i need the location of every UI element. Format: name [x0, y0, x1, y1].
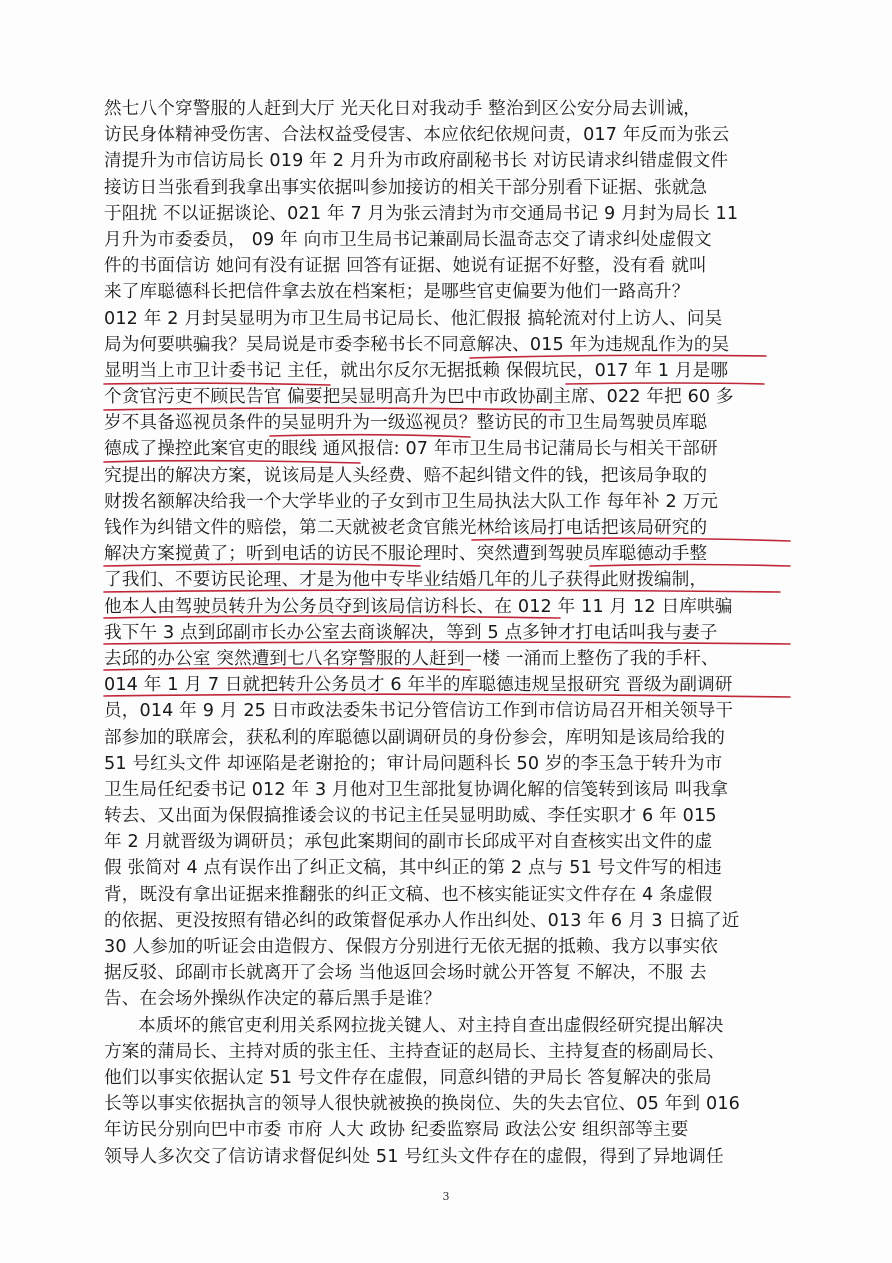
- text-line: 假 张简对 4 点有误作出了纠正文稿，其中纠正的第 2 点与 51 号文件写的相违: [104, 858, 722, 879]
- text-line: 51 号红头文件 却诬陷是老谢抢的；审计局问题科长 50 岁的李玉急于转升为市: [104, 753, 723, 774]
- text-line: 德成了操控此案官吏的眼线 通风报信: 07 年市卫生局书记蒲局长与相关干部研: [104, 439, 718, 460]
- text-line: 年访民分别向巴中市委 市府 人大 政协 纪委监察局 政法公安 组织部等主要: [104, 1120, 689, 1141]
- text-line: 去邱的办公室 突然遭到七八名穿警服的人赶到一楼 一涌而上整伤了我的手杆、: [104, 648, 719, 669]
- text-line: 钱作为纠错文件的赔偿，第二天就被老贪官熊光林给该局打电话把该局研究的: [104, 518, 708, 538]
- text-line: 他们以事实依据认定 51 号文件存在虚假，同意纠错的尹局长 答复解决的张局: [104, 1067, 712, 1088]
- text-line: 解决方案搅黄了；听到电话的访民不服论理时、突然遭到驾驶员库聪德动手整: [104, 544, 708, 565]
- text-line: 清提升为市信访局长 019 年 2 月升为市政府副秘书长 对访民请求纠错虚假文件: [104, 151, 729, 172]
- text-line: 30 人参加的听证会由造假方、保假方分别进行无依无据的抵赖、我方以事实依: [104, 937, 718, 957]
- text-line: 个贪官污吏不顾民告官 偏要把吴显明高升为巴中市政协副主席、022 年把 60 多: [104, 387, 734, 408]
- text-line: 接访日当张看到我拿出事实依据叫参加接访的相关干部分别看下证据、张就急: [104, 177, 708, 198]
- text-line: 背，既没有拿出证据来推翻张的纠正文稿、也不核实能证实文件存在 4 条虚假: [104, 884, 713, 905]
- text-line: 部参加的联席会，获私利的库聪德以副调研员的身份参会，库明知是该局给我的: [104, 727, 726, 748]
- page-number: 3: [442, 1190, 450, 1203]
- text-line: 长等以事实依据执言的领导人很快就被换的换岗位、失的失去官位、05 年到 016: [104, 1094, 741, 1115]
- text-line: 然七八个穿警服的人赶到大厅 光天化日对我动手 整治到区公安分局去训诫，: [104, 99, 702, 119]
- text-line: 我下午 3 点到邱副市长办公室去商谈解决，等到 5 点多钟才打电话叫我与妻子: [104, 622, 718, 643]
- body-text: [104, 96, 804, 1170]
- text-line: 员，014 年 9 月 25 日市政法委朱书记分管信访工作到市信访局召开相关领导干: [104, 701, 734, 722]
- text-line: 究提出的解决方案，说该局是人头经费、赔不起纠错文件的钱，把该局争取的: [104, 465, 708, 486]
- text-line: 他本人由驾驶员转升为公务员夺到该局信访科长、在 012 年 11 月 12 日库哄骗: [104, 596, 733, 617]
- text-line: 告、在会场外操纵作决定的幕后黑手是谁？: [104, 989, 442, 1010]
- text-line: 本质坏的熊官吏利用关系网拉拢关键人、对主持自查出虚假经研究提出解决: [138, 1015, 724, 1036]
- text-line: 领导人多次交了信访请求督促纠处 51 号红头文件存在的虚假，得到了异地调任: [104, 1146, 724, 1167]
- text-line: 方案的蒲局长、主持对质的张主任、主持查证的赵局长、主持复查的杨副局长、: [104, 1041, 726, 1062]
- text-line: 转去、又出面为保假搞推诿会议的书记主任吴显明助威、李任实职才 6 年 015: [104, 806, 717, 827]
- text-line: 访民身体精神受伤害、合法权益受侵害、本应依纪依规问责，017 年反而为张云: [104, 125, 730, 146]
- text-line: 件的书面信访 她问有没有证据 回答有证据、她说有证据不好整，没有看 就叫: [104, 256, 707, 277]
- text-line: 月升为市委委员， 09 年 向市卫生局书记兼副局长温奇志交了请求纠处虚假文: [104, 229, 712, 250]
- text-line: 据反驳、邱副市长就离开了会场 当他返回会场时就公开答复 不解决，不服 去: [104, 963, 707, 984]
- text-line: 来了库聪德科长把信件拿去放在档案柜；是哪些官吏偏要为他们一路高升？: [104, 282, 690, 303]
- text-line: 年 2 月就晋级为调研员；承包此案期间的副市长邱成平对自查核实出文件的虚: [104, 832, 713, 853]
- text-line: 了我们、不要访民论理、才是为他中专毕业结婚几年的儿子获得此财拨编制，: [104, 570, 708, 591]
- text-line: 局为何要哄骗我？吴局说是市委李秘书长不同意解决、015 年为违规乱作为的吴: [104, 334, 730, 355]
- text-line: 岁不具备巡视员条件的吴显明升为一级巡视员？整访民的市卫生局驾驶员库聪: [104, 413, 708, 434]
- text-line: 的依据、更没按照有错必纠的政策督促承办人作出纠处、013 年 6 月 3 日搞了近: [104, 910, 740, 931]
- text-line: 于阻扰 不以证据谈论、021 年 7 月为张云清封为市交通局书记 9 月封为局长 11: [104, 203, 739, 224]
- text-line: 012 年 2 月封吴显明为市卫生局书记局长、他汇假报 搞轮流对付上访人、问吴: [104, 308, 723, 329]
- text-line: 014 年 1 月 7 日就把转升公务员才 6 年半的库聪德违规呈报研究 晋级为副调研: [104, 675, 733, 696]
- text-line: 显明当上市卫计委书记 主任，就出尔反尔无据抵赖 保假坑民，017 年 1 月是哪: [104, 360, 729, 381]
- text-line: 卫生局任纪委书记 012 年 3 月他对卫生部批复协调化解的信笺转到该局 叫我拿: [104, 779, 729, 800]
- text-line: 财拨名额解决给我一个大学毕业的子女到市卫生局执法大队工作 每年补 2 万元: [104, 491, 719, 512]
